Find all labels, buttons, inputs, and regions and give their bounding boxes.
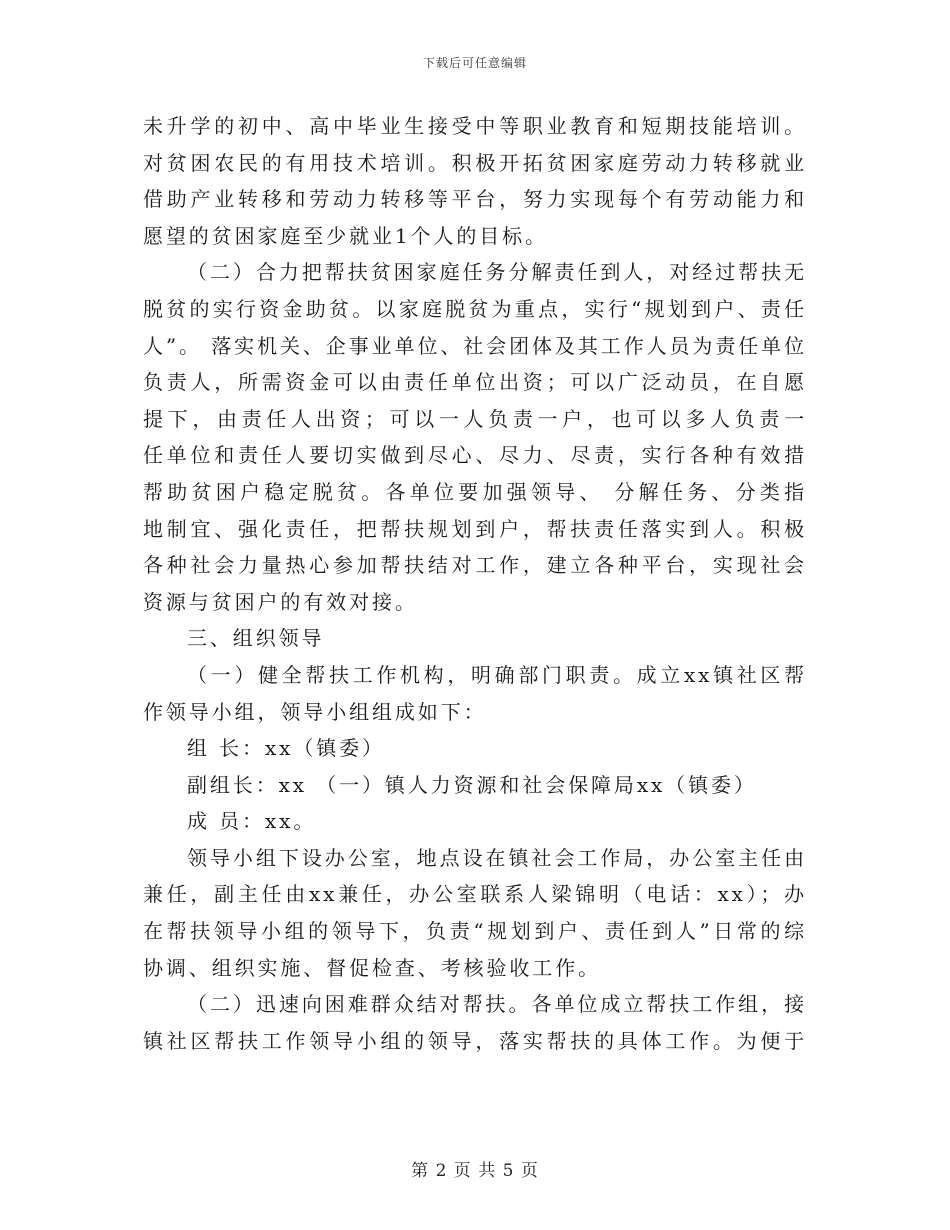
- text-line: 各种社会力量热心参加帮扶结对工作，建立各种平台，实现社会: [143, 553, 807, 578]
- text-line: 资源与贫困户的有效对接。: [143, 589, 418, 614]
- text-line: 愿望的贫困家庭至少就业1个人的目标。: [143, 223, 548, 248]
- document-body: [143, 108, 807, 1059]
- text-line: （二）迅速向困难群众结对帮扶。各单位成立帮扶工作组，接: [187, 992, 807, 1017]
- text-line: 任单位和责任人要切实做到尽心、尽力、尽责，实行各种有效措: [143, 443, 807, 468]
- text-line: 借助产业转移和劳动力转移等平台，努力实现每个有劳动能力和: [143, 187, 807, 212]
- text-line: 兼任，副主任由xx兼任，办公室联系人梁锦明（电话：xx）；办: [143, 882, 807, 907]
- text-line: 组 长：xx（镇委）: [187, 736, 385, 761]
- text-line: 帮助贫困户稳定脱贫。各单位要加强领导、 分解任务、分类指: [143, 479, 807, 504]
- text-line: （二）合力把帮扶贫困家庭任务分解责任到人，对经过帮扶无: [187, 260, 807, 285]
- text-line: 成 员：xx。: [187, 809, 317, 834]
- text-line: 人”。 落实机关、企事业单位、社会团体及其工作人员为责任单位: [143, 333, 807, 358]
- text-line: 提下，由责任人出资；可以一人负责一户，也可以多人负责一: [143, 406, 807, 431]
- text-line: 副组长：xx （一）镇人力资源和社会保障局xx（镇委）: [187, 772, 757, 797]
- text-line: 负责人，所需资金可以由责任单位出资；可以广泛动员，在自愿: [143, 370, 807, 395]
- text-line: 在帮扶领导小组的领导下，负责“规划到户、责任到人”日常的综: [143, 919, 807, 944]
- text-line: 未升学的初中、高中毕业生接受中等职业教育和短期技能培训。: [143, 114, 807, 138]
- text-line: 协调、组织实施、督促检查、考核验收工作。: [143, 955, 601, 980]
- text-line: 脱贫的实行资金助贫。以家庭脱贫为重点，实行“规划到户、责任: [143, 296, 807, 321]
- page-header: 下载后可任意编辑: [422, 56, 527, 70]
- text-line: 镇社区帮扶工作领导小组的领导，落实帮扶的具体工作。为便于: [143, 1028, 807, 1053]
- text-line: 三、组织领导: [187, 626, 325, 651]
- text-line: 领导小组下设办公室，地点设在镇社会工作局，办公室主任由: [187, 845, 807, 870]
- text-line: （一）健全帮扶工作机构，明确部门职责。成立xx镇社区帮: [187, 662, 807, 687]
- page-number: 第 2 页 共 5 页: [411, 1161, 539, 1181]
- text-line: 作领导小组，领导小组组成如下：: [143, 699, 487, 724]
- text-line: 对贫困农民的有用技术培训。积极开拓贫困家庭劳动力转移就业: [143, 150, 807, 175]
- text-line: 地制宜、强化责任，把帮扶规划到户，帮扶责任落实到人。积极: [143, 516, 807, 541]
